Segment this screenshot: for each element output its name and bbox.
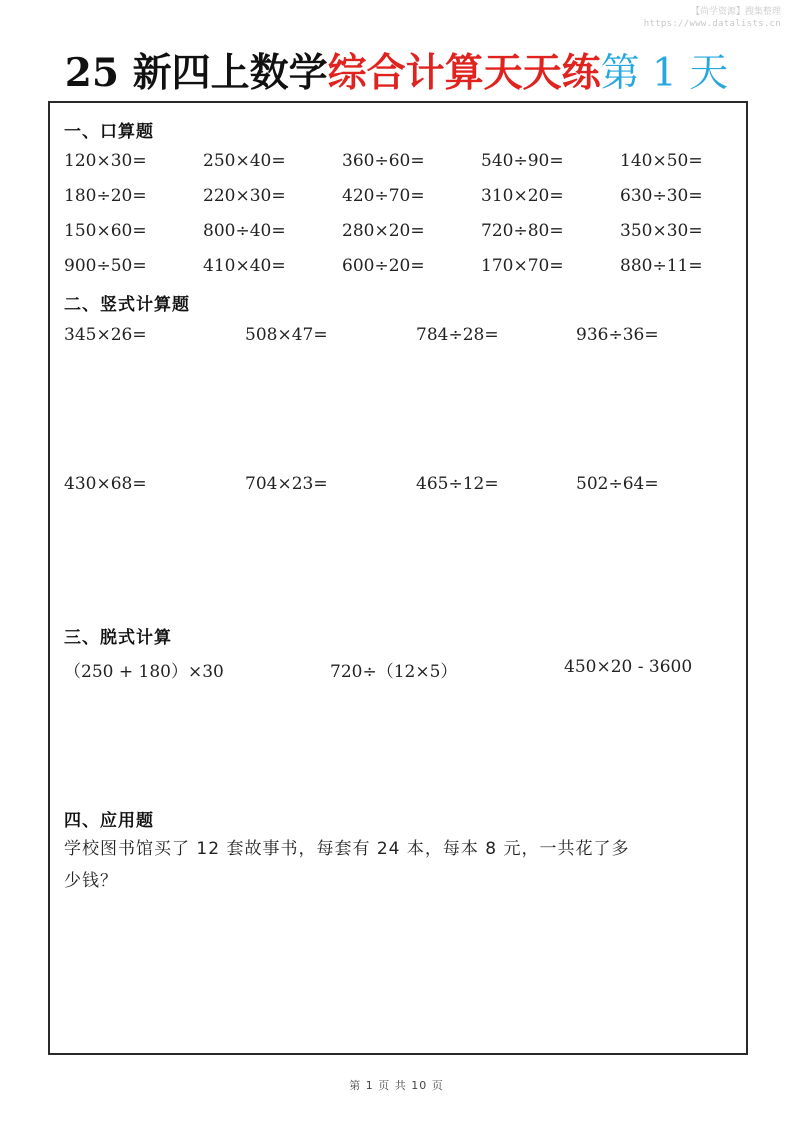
vertical-item: 508×47= [245, 325, 328, 345]
oral-row-2 [64, 186, 744, 210]
vertical-row-1 [64, 325, 744, 349]
oral-item: 600÷20= [342, 256, 425, 276]
title-grade: 25 新四上数学 [64, 50, 328, 96]
vertical-item: 502÷64= [576, 474, 659, 494]
page-footer: 第 1 页 共 10 页 [349, 1079, 444, 1092]
title-topic: 综合计算天天练 [327, 50, 601, 96]
vertical-item: 430×68= [64, 474, 147, 494]
oral-item: 250×40= [203, 151, 286, 171]
section-vertical-heading: 二、竖式计算题 [64, 295, 190, 315]
oral-item: 410×40= [203, 256, 286, 276]
vertical-item: 345×26= [64, 325, 147, 345]
section-stepwise-heading: 三、脱式计算 [64, 628, 172, 648]
page-title [0, 48, 793, 99]
oral-item: 180÷20= [64, 186, 147, 206]
vertical-item: 936÷36= [576, 325, 659, 345]
stepwise-item: （250 + 180）×30 [64, 662, 224, 682]
worksheet-box [48, 101, 748, 1055]
oral-item: 360÷60= [342, 151, 425, 171]
oral-item: 800÷40= [203, 221, 286, 241]
word-problem-line-1: 学校图书馆买了 12 套故事书，每套有 24 本，每本 8 元，一共花了多 [64, 839, 630, 859]
vertical-item: 465÷12= [416, 474, 499, 494]
oral-item: 220×30= [203, 186, 286, 206]
oral-item: 150×60= [64, 221, 147, 241]
oral-item: 630÷30= [620, 186, 703, 206]
oral-item: 170×70= [481, 256, 564, 276]
oral-row-3 [64, 221, 744, 245]
word-problem [64, 833, 734, 897]
word-problem-line-2: 少钱？ [64, 871, 118, 891]
stepwise-item: 720÷（12×5） [330, 662, 458, 682]
oral-item: 310×20= [481, 186, 564, 206]
watermark-url: https://www.datalists.cn [643, 19, 781, 29]
section-oral-heading: 一、口算题 [64, 122, 154, 142]
section-word-heading: 四、应用题 [64, 811, 154, 831]
oral-item: 420÷70= [342, 186, 425, 206]
watermark [644, 6, 781, 30]
oral-row-1 [64, 151, 744, 175]
vertical-item: 704×23= [245, 474, 328, 494]
oral-item: 540÷90= [481, 151, 564, 171]
oral-item: 720÷80= [481, 221, 564, 241]
oral-item: 140×50= [620, 151, 703, 171]
oral-item: 880÷11= [620, 256, 703, 276]
title-day: 第 1 天 [600, 51, 729, 96]
stepwise-item: 450×20 - 3600 [564, 657, 693, 677]
watermark-source: 【尚学资源】搜集整理 [690, 7, 781, 17]
oral-row-4 [64, 256, 744, 280]
vertical-item: 784÷28= [416, 325, 499, 345]
stepwise-row [64, 657, 744, 681]
oral-item: 120×30= [64, 151, 147, 171]
oral-item: 280×20= [342, 221, 425, 241]
vertical-row-2 [64, 474, 744, 498]
oral-item: 900÷50= [64, 256, 147, 276]
oral-item: 350×30= [620, 221, 703, 241]
